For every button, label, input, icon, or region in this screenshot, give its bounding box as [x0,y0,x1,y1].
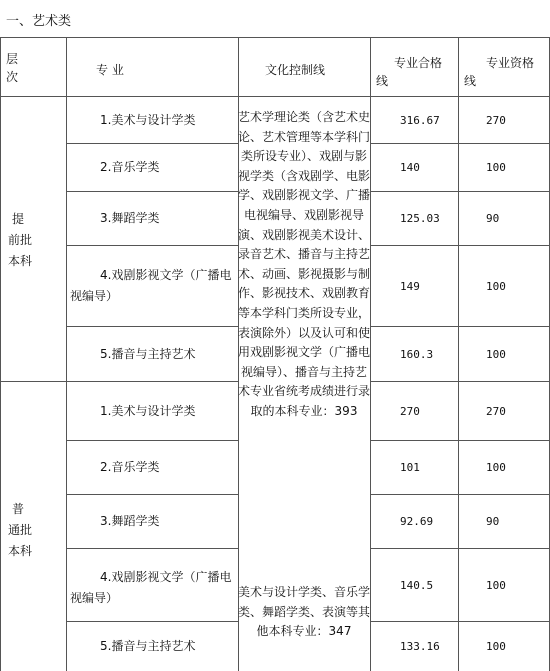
section-title: 一、艺术类 [6,14,72,29]
table-row-pass-line: 140 [400,161,420,174]
table-row-qual-line: 100 [486,279,506,293]
culture-control-text-2: 美术与设计学类、音乐学类、舞蹈学类、表演等其他本科专业：347 [238,585,371,639]
table-row-qual-line: 90 [486,212,500,225]
table-row-qual-line: 100 [486,161,506,174]
table-border-left [0,37,1,671]
header-qual-line [464,52,546,92]
header-culture-label: 文化控制线 [265,63,326,77]
row-line [370,440,550,441]
table-row-pass-line: 160.3 [400,347,434,361]
table-row-qual-line: 100 [486,578,506,592]
header-bottom-line [0,96,550,97]
row-line [370,621,550,622]
header-major-line [376,52,454,92]
row-line [370,191,550,192]
header-batch-label: 层次 [6,52,33,84]
table-row-major: 5.播音与主持艺术 [100,346,196,361]
table-row-major: 1.美术与设计学类 [100,403,196,418]
batch-label-early: 提前批本科 [8,211,33,268]
table-row-major: 3.舞蹈学类 [100,211,160,225]
batch-label-regular: 普通批本科 [8,501,33,558]
table-row-qual-line: 100 [486,461,506,474]
table-row-qual-line: 270 [486,113,506,127]
table-row-major: 2.音乐学类 [100,460,160,474]
header-major-label: 专 业 [96,63,124,77]
table-row-pass-line: 140.5 [400,578,434,592]
row-line [370,326,550,327]
table-border-top [0,37,550,38]
table-row-qual-line: 270 [486,404,506,418]
table-row-pass-line: 133.16 [400,640,440,653]
row-line [370,245,550,246]
col-line [66,37,67,671]
header-culture [265,58,325,82]
col-line [458,37,459,671]
row-line [370,548,550,549]
table-row-major: 3.舞蹈学类 [100,514,160,528]
table-row-qual-line: 90 [486,515,500,528]
group-line [370,381,550,382]
table-row-pass-line: 149 [400,279,420,293]
table-row-major: 5.播音与主持艺术 [100,639,196,653]
table-row-pass-line: 101 [400,461,420,474]
table-row-pass-line: 270 [400,404,420,418]
table-row-qual-line: 100 [486,640,506,653]
table-row-pass-line: 125.03 [400,212,440,225]
row-line [370,143,550,144]
header-major-line-label: 专业合格线 [376,56,443,88]
row-line [66,245,238,246]
table-row-major: 4.戏剧影视文学（广播电视编导） [70,268,232,303]
header-batch [6,50,40,90]
col-line [370,37,371,671]
table-row-major: 2.音乐学类 [100,160,160,174]
header-major [96,58,124,82]
row-line [66,548,238,549]
culture-control-text-1: 艺术学理论类（含艺术史论、艺术管理等本学科门类所设专业）、戏剧与影视学类（含戏剧学、电影学、戏剧影视文学、广播电视编导、戏剧影视导演、戏剧影视美术设计、录音艺术、播音与主持艺术、动画、影视摄影与制作、影视技术、戏剧教育等本学科门类所设专业，表演除外）以及认可和使用戏剧影视文学（广播电视编导）、播音与主持艺术专业省统考成绩进行录取的本科专业：393 [238,110,371,418]
header-qual-line-label: 专业资格线 [464,56,535,88]
table-row-major: 1.美术与设计学类 [100,112,196,127]
table-row-major: 4.戏剧影视文学（广播电视编导） [70,570,232,605]
table-row-pass-line: 316.67 [400,113,440,127]
table-row-qual-line: 100 [486,347,506,361]
table-row-pass-line: 92.69 [400,515,434,528]
row-line [370,494,550,495]
